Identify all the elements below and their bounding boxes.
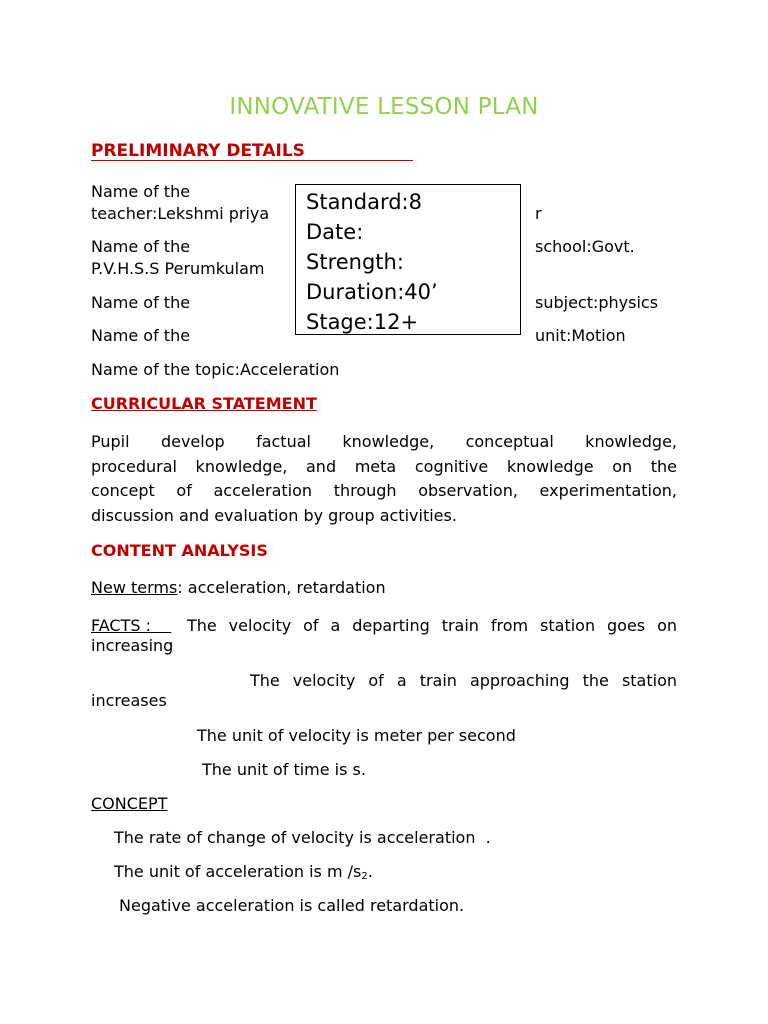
fact4: The unit of time is s.	[202, 760, 366, 779]
content-heading: CONTENT ANALYSIS	[91, 541, 268, 560]
concept2-main: The unit of acceleration is m /s	[114, 862, 362, 881]
curricular-line: concept of acceleration through observation, experimentation,	[91, 481, 677, 500]
subject-label: Name of the	[91, 293, 191, 312]
topic-label: Name of the topic:Acceleration	[91, 360, 340, 379]
fact2-line1: The velocity of a train approaching the station	[250, 671, 677, 690]
new-terms-label: New terms	[91, 578, 178, 597]
right-r-text: r	[535, 204, 542, 223]
heading-underline	[91, 160, 413, 161]
curricular-heading: CURRICULAR STATEMENT	[91, 394, 317, 413]
school-label-line2: P.V.H.S.S Perumkulam	[91, 259, 265, 278]
facts-label: FACTS :	[91, 616, 172, 635]
fact1-line2: increasing	[91, 636, 174, 655]
curricular-paragraph	[91, 430, 677, 528]
right-school-text: school:Govt.	[535, 237, 635, 256]
school-label-line1: Name of the	[91, 237, 191, 256]
new-terms-values: : acceleration, retardation	[177, 578, 386, 597]
fact2-line2: increases	[91, 691, 167, 710]
right-subject-text: subject:physics	[535, 293, 659, 312]
document-title: INNOVATIVE LESSON PLAN	[229, 94, 539, 120]
curricular-line: Pupil develop factual knowledge, conceptual knowledge,	[91, 432, 677, 451]
box-stage: Stage:12+	[306, 310, 419, 334]
concept2	[114, 862, 373, 886]
concept3: Negative acceleration is called retardation.	[119, 896, 465, 915]
fact1-line1: The velocity of a departing train from station goes on	[187, 616, 677, 635]
curricular-line: procedural knowledge, and meta cognitive knowledge on the	[91, 456, 677, 476]
box-standard: Standard:8	[306, 190, 422, 214]
class-details-box	[295, 184, 521, 335]
fact3: The unit of velocity is meter per second	[197, 726, 516, 745]
box-strength: Strength:	[306, 250, 404, 274]
concept-label: CONCEPT	[91, 794, 168, 813]
right-unit-text: unit:Motion	[535, 326, 626, 345]
box-date: Date:	[306, 220, 364, 244]
concept2-end: .	[367, 862, 373, 881]
concept2-subscript: 2	[361, 871, 368, 882]
teacher-label-line2: teacher:Lekshmi priya	[91, 204, 270, 223]
concept1: The rate of change of velocity is acceleration .	[114, 828, 491, 847]
new-terms-line	[91, 578, 386, 597]
unit-label: Name of the	[91, 326, 191, 345]
curricular-line: discussion and evaluation by group activities.	[91, 505, 457, 525]
teacher-label-line1: Name of the	[91, 182, 191, 201]
box-duration: Duration:40’	[306, 280, 438, 304]
preliminary-heading: PRELIMINARY DETAILS	[91, 141, 305, 161]
